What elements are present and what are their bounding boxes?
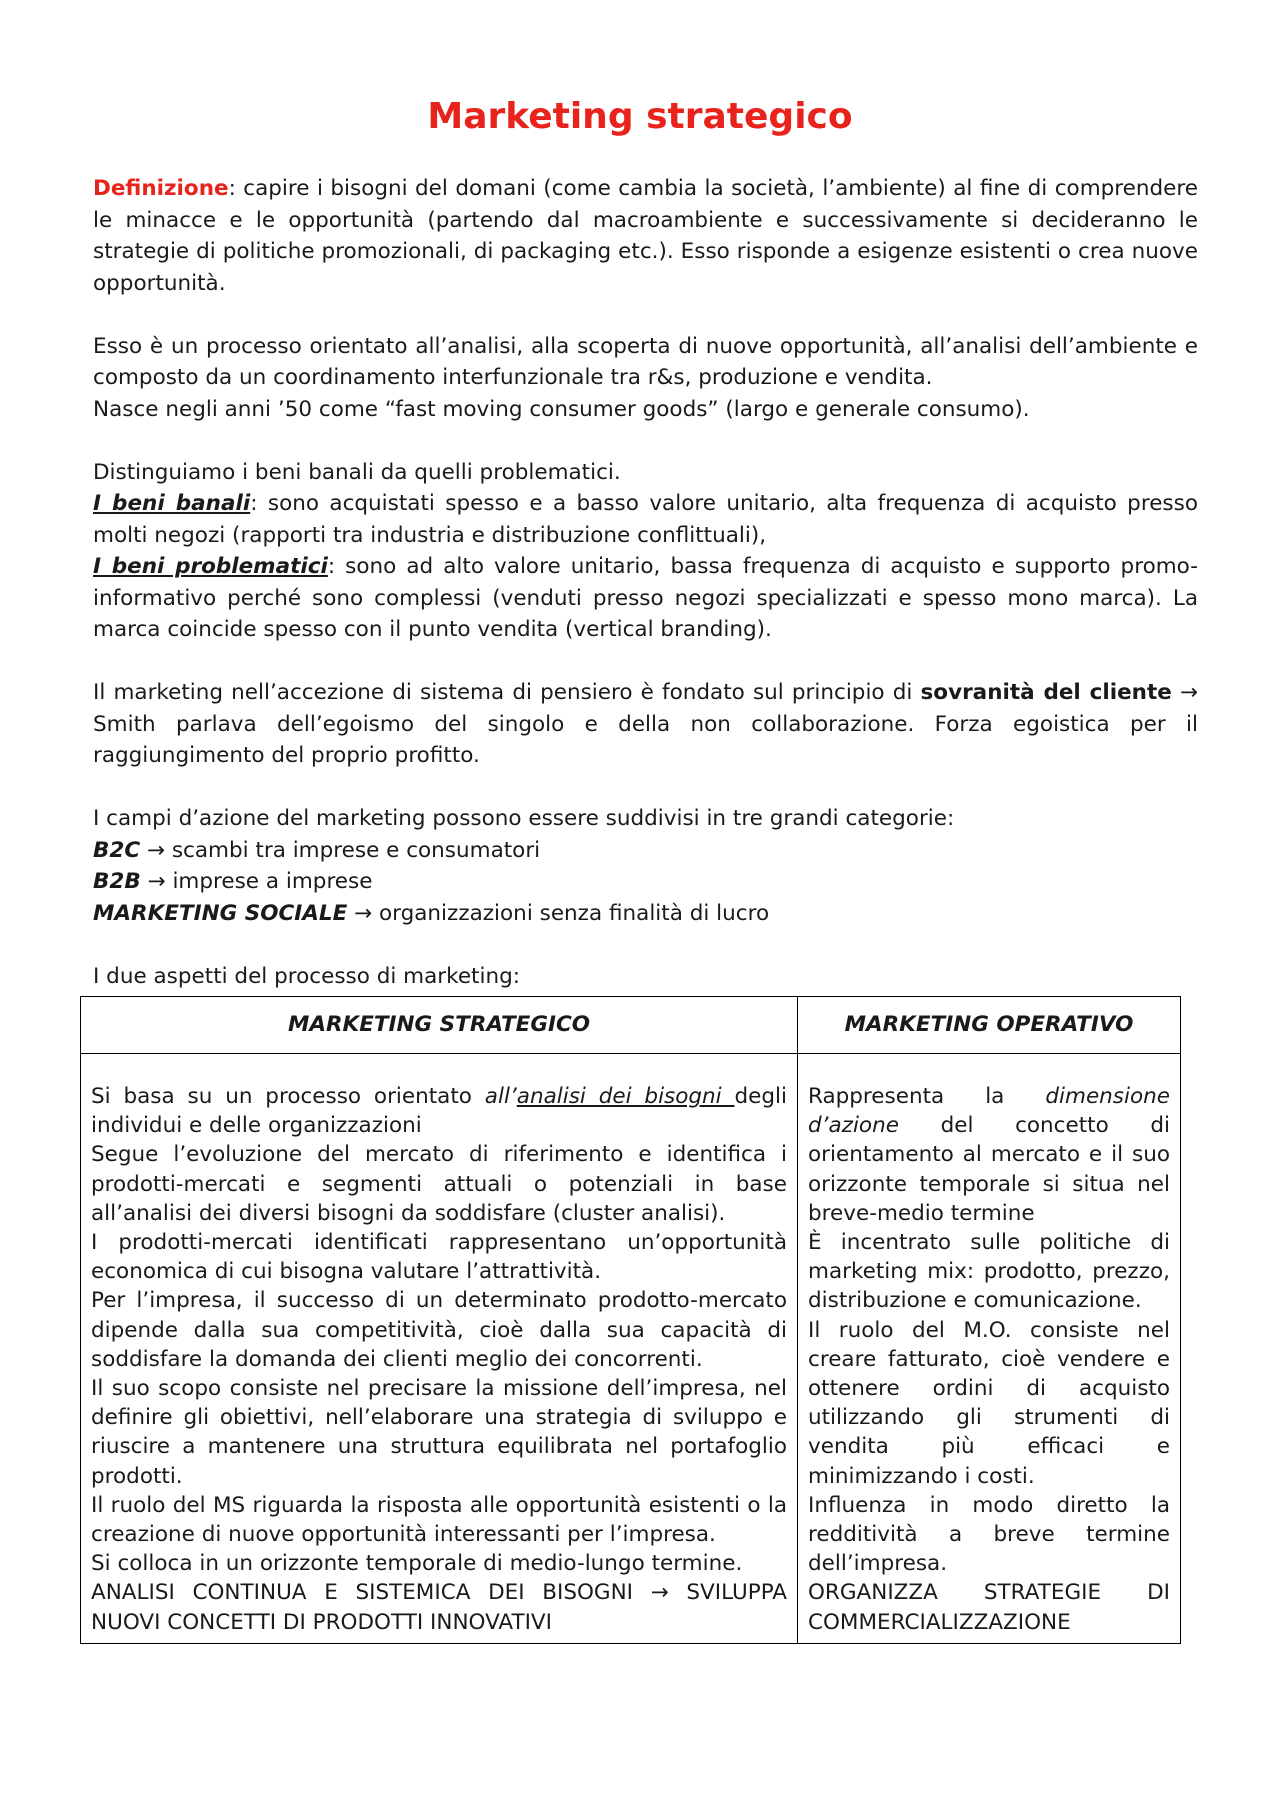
goods-intro: Distinguiamo i beni banali da quelli problematici.: [93, 459, 621, 485]
beni-problematici-text: : sono ad alto valore unitario, bassa frequenza di acquisto e supporto promo-informativo perché sono complessi (venduti presso negozi specializzati e spesso mono marca). La marca coincide spesso con il punto vendita (vertical branding).: [93, 554, 1198, 642]
process-paragraph: Esso è un processo orientato all’analisi, alla scoperta di nuove opportunità, all’analisi dell’ambiente e composto da un coordinamento interfunzionale tra r&s, produzione e vendita.: [93, 333, 1198, 390]
beni-problematici-label: I beni problematici: [93, 554, 328, 579]
arrow-icon: →: [146, 837, 165, 863]
table-intro: I due aspetti del processo di marketing:: [93, 963, 520, 989]
arrow-icon: →: [354, 900, 373, 926]
header-marketing-operativo: MARKETING OPERATIVO: [798, 997, 1181, 1054]
table-header-row: [81, 997, 1181, 1054]
definition-text: : capire i bisogni del domani (come cambia la società, l’ambiente) al fine di comprendere le minacce e le opportunità (partendo dal macroambiente e successivamente si decideranno le strategie di politiche promozionali, di packaging etc.). Esso risponde a esigenze esistenti o crea nuove opportunità.: [93, 176, 1198, 296]
arrow-icon: →: [650, 1580, 669, 1606]
origin-paragraph: Nasce negli anni ’50 come “fast moving consumer goods” (largo e generale consumo).: [93, 396, 1030, 422]
beni-banali-label: I beni banali: [93, 491, 251, 516]
beni-banali-text: : sono acquistati spesso e a basso valore unitario, alta frequenza di acquisto presso molti negozi (rapporti tra industria e distribuzione conflittuali),: [93, 491, 1198, 548]
header-marketing-strategico: MARKETING STRATEGICO: [81, 997, 798, 1054]
field-item-b2b: B2B → imprese a imprese: [93, 869, 373, 894]
definition-label: Definizione: [93, 176, 229, 201]
sovranita-paragraph: Il marketing nell’accezione di sistema di pensiero è fondato sul principio di sovranità del cliente → Smith parlava dell’egoismo del singolo e della non collaborazione. Forza egoistica per il raggiungimento del proprio profitto.: [93, 680, 1199, 768]
beni-problematici-paragraph: [93, 551, 1198, 646]
page-title: Marketing strategico: [427, 96, 853, 137]
fields-intro: I campi d’azione del marketing possono essere suddivisi in tre grandi categorie:: [93, 806, 955, 831]
cell-marketing-strategico: Si basa su un processo orientato all’analisi dei bisogni degli individui e delle organizzazioni Segue l’evoluzione del mercato di riferimento e identifica i prodotti-mercati e segmenti attuali o potenziali in base all’analisi dei diversi bisogni da soddisfare (cluster analisi). I prodotti-mercati identificati rappresentano un’opportunità economica di cui bisogna valutare l’attrattività. Per l’impresa, il successo di un determinato prodotto-mercato dipende dalla sua competitività, cioè dalla sua capacità di soddisfare la domanda dei clienti meglio dei concorrenti. Il suo scopo consiste nel precisare la missione dell’impresa, nel definire gli obiettivi, nell’elaborare una strategia di sviluppo e riuscire a mantenere una struttura equilibrata nel portafoglio prodotti. Il ruolo del MS riguarda la risposta alle opportunità esistenti o la creazione di nuove opportunità interessanti per l’impresa. Si colloca in un orizzonte temporale di medio-lungo termine. ANALISI CONTINUA E SISTEMICA DEI BISOGNI → SVILUPPA NUOVI CONCETTI DI PRODOTTI INNOVATIVI: [81, 1054, 798, 1644]
field-item-b2c: B2C → scambi tra imprese e consumatori: [93, 837, 541, 863]
field-item-sociale: MARKETING SOCIALE → organizzazioni senza finalità di lucro: [93, 900, 770, 926]
arrow-icon: →: [1180, 680, 1199, 705]
cell-marketing-operativo: Rappresenta la dimensione d’azione del concetto di orientamento al mercato e il suo orizzonte temporale si situa nel breve-medio termine È incentrato sulle politiche di marketing mix: prodotto, prezzo, distribuzione e comunicazione. Il ruolo del M.O. consiste nel creare fatturato, cioè vendere e ottenere ordini di acquisto utilizzando gli strumenti di vendita più efficaci e minimizzando i costi. Influenza in modo diretto la redditività a breve termine dell’impresa. ORGANIZZA STRATEGIE DI COMMERCIALIZZAZIONE: [798, 1054, 1181, 1644]
beni-banali-paragraph: [93, 488, 1198, 551]
arrow-icon: →: [147, 869, 166, 894]
sovranita-bold: sovranità del cliente: [920, 680, 1172, 705]
document-body: [93, 173, 1198, 992]
comparison-table: [80, 996, 1181, 1644]
table-row: [81, 1054, 1181, 1644]
definition-paragraph: [93, 173, 1198, 299]
